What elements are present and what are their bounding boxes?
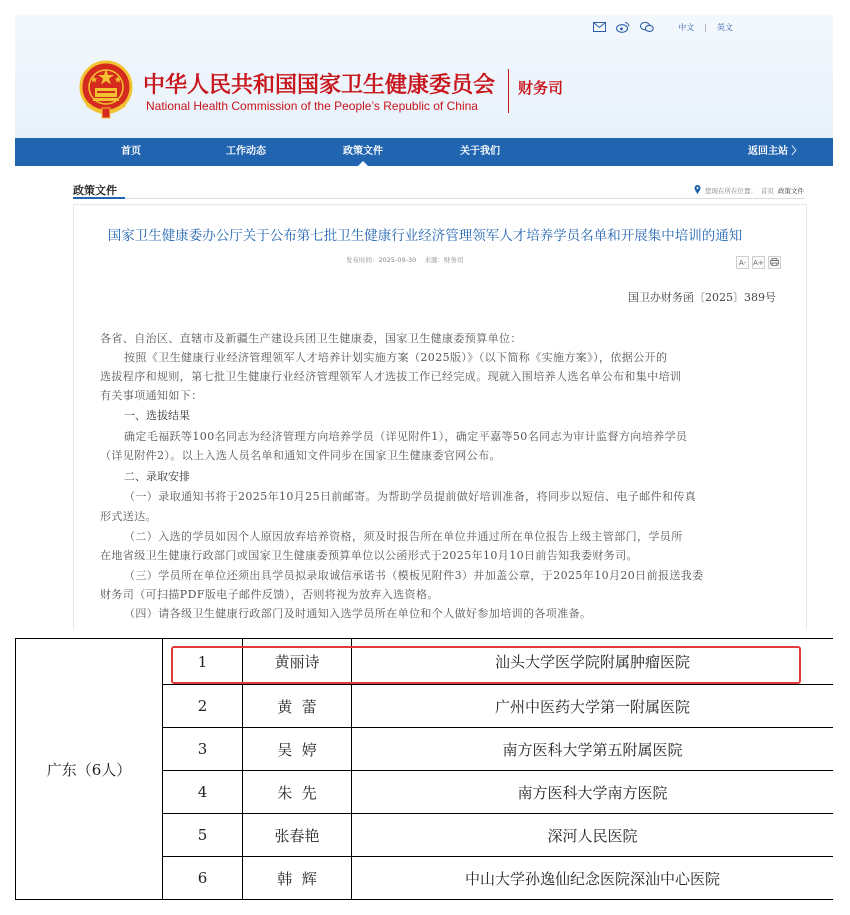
- font-tools: [736, 256, 781, 269]
- para2-line-6: 财务司（可扫描PDF版电子邮件反馈），否则将视为放弃入选资格。: [100, 588, 439, 601]
- table-cell-no: 1: [197, 652, 208, 671]
- title-divider: [508, 69, 509, 113]
- table-cell-name: 朱 先: [277, 783, 317, 802]
- article-source: 来源：财务司: [424, 256, 464, 264]
- mail-icon[interactable]: [592, 21, 606, 33]
- table-cell-unit: 深河人民医院: [547, 826, 638, 845]
- top-links: [592, 21, 733, 33]
- site-title-en: National Health Commission of the People’s Republic of China: [146, 99, 478, 113]
- para2-line-7: （四）请各级卫生健康行政部门及时通知入选学员所在单位和个人做好参加培训的各项准备。: [124, 607, 592, 620]
- font-increase-button[interactable]: A+: [752, 256, 765, 269]
- para2-line-4: 在地省级卫生健康行政部门或国家卫生健康委预算单位以公函形式于2025年10月10日前告知我委财务司。: [100, 549, 638, 562]
- department-name[interactable]: 财务司: [518, 79, 564, 97]
- para2-line-2: 形式送达。: [100, 510, 157, 523]
- site-header: [15, 15, 833, 138]
- intro-line-2: 选拔程序和规则，第七批卫生健康行业经济管理领军人才选拔工作已经完成。现就入围培养人选名单公布和集中培训: [100, 370, 682, 383]
- breadcrumb: [694, 185, 804, 196]
- para2-line-3: （二）入选的学员如因个人原因放弃培养资格，须及时报告所在单位并通过所在单位报告上级主管部门，学员所: [124, 530, 683, 543]
- publish-time: 发布时间：2025-09-30: [346, 256, 417, 264]
- salutation: 各省、自治区、直辖市及新疆生产建设兵团卫生健康委，国家卫生健康委预算单位：: [100, 332, 522, 345]
- document-number: 国卫办财务函〔2025〕389号: [628, 291, 776, 304]
- breadcrumb-prefix: 您现在所在位置：: [705, 187, 757, 195]
- table-cell-name: 吴 婷: [277, 740, 317, 759]
- intro-line-1: 按照《卫生健康行业经济管理领军人才培养计划实施方案（2025版）》（以下简称《实施方案》），依据公开的: [124, 351, 668, 364]
- nav-item-policy-documents[interactable]: 政策文件: [343, 138, 383, 166]
- breadcrumb-current[interactable]: 政策文件: [778, 187, 804, 195]
- para1-line-2: （详见附件2）。以上入选人员名单和通知文件同步在国家卫生健康委官网公布。: [100, 449, 501, 462]
- table-cell-no: 5: [197, 826, 208, 844]
- table-cell-no: 4: [197, 783, 208, 801]
- table-cell-unit: 汕头大学医学院附属肿瘤医院: [494, 653, 690, 671]
- table-cell-unit: 中山大学孙逸仙纪念医院深汕中心医院: [464, 869, 720, 888]
- weibo-icon[interactable]: [616, 21, 630, 33]
- wechat-icon[interactable]: [640, 21, 654, 33]
- table-cell-name: 黄丽诗: [274, 653, 320, 671]
- print-button[interactable]: [768, 256, 781, 269]
- table-region-cell: 广东（6人）: [46, 760, 132, 779]
- back-to-main-site-link[interactable]: 返回主站 〉: [748, 146, 802, 157]
- table-cell-no: 3: [197, 740, 208, 758]
- table-cell-name: 韩 辉: [277, 869, 317, 888]
- section-label: 政策文件: [73, 184, 117, 197]
- table-cell-unit: 广州中医药大学第一附属医院: [494, 697, 690, 716]
- highlight-box: [171, 646, 801, 684]
- font-decrease-button[interactable]: A-: [736, 256, 749, 269]
- location-pin-icon: [694, 185, 701, 196]
- national-emblem-icon[interactable]: [79, 58, 133, 120]
- nav-item-home[interactable]: 首页: [121, 146, 141, 157]
- main-nav: [15, 138, 833, 166]
- para1-line-1: 确定毛福跃等100名同志为经济管理方向培养学员（详见附件1），确定平嘉等50名同志为审计监督方向培养学员: [124, 430, 688, 443]
- print-icon: [770, 258, 779, 268]
- heading-selection-results: 一、选拔结果: [124, 409, 190, 422]
- table-cell-no: 6: [197, 869, 208, 887]
- breadcrumb-home-link[interactable]: 首页: [761, 187, 774, 195]
- para2-line-1: （一）录取通知书将于2025年10月25日前邮寄。为帮助学员提前做好培训准备，将同步以短信、电子邮件和传真: [124, 490, 697, 503]
- table-cell-unit: 南方医科大学第五附属医院: [502, 740, 683, 759]
- section-divider: [73, 198, 805, 199]
- heading-admission: 二、录取安排: [124, 470, 190, 483]
- nav-item-about-us[interactable]: 关于我们: [460, 146, 500, 157]
- section-divider-accent: [73, 197, 125, 199]
- table-cell-name: 张春艳: [274, 826, 320, 845]
- lang-cn-link[interactable]: 中文: [678, 22, 695, 32]
- table-cell-unit: 南方医科大学南方医院: [517, 783, 668, 802]
- table-cell-no: 2: [197, 697, 208, 715]
- table-border-bottom: [15, 899, 833, 900]
- lang-en-link[interactable]: 英文: [717, 22, 733, 32]
- article-meta: [346, 255, 469, 264]
- nav-item-work-news[interactable]: 工作动态: [226, 146, 266, 157]
- table-cell-name: 黄 蕾: [277, 697, 317, 716]
- article-title: 国家卫生健康委办公厅关于公布第七批卫生健康行业经济管理领军人才培养学员名单和开展集中培训的通知: [107, 228, 743, 244]
- para2-line-5: （三）学员所在单位还须出具学员拟录取诚信承诺书（模板见附件3）并加盖公章，于2025年10月20日前报送我委: [124, 569, 704, 582]
- intro-line-3: 有关事项通知如下：: [100, 389, 203, 402]
- lang-separator: |: [704, 22, 707, 32]
- site-title-cn[interactable]: 中华人民共和国国家卫生健康委员会: [143, 73, 496, 98]
